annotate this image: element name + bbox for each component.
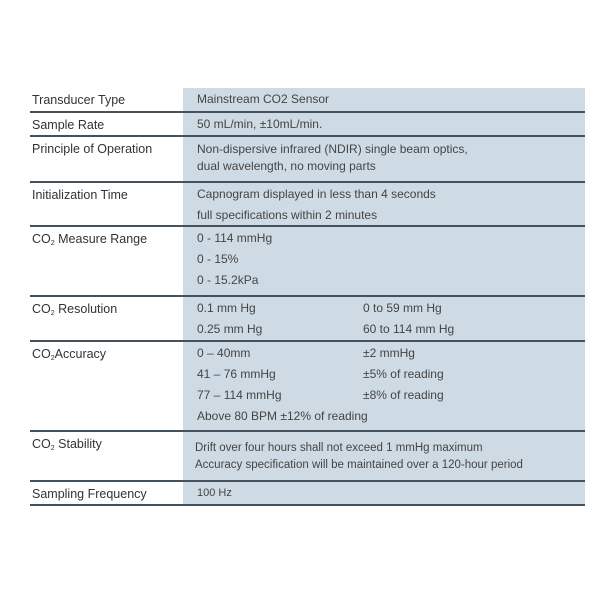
row-initialization-time <box>30 183 585 227</box>
value-range: 60 to 114 mm Hg <box>363 322 455 336</box>
row-accuracy <box>30 342 585 432</box>
label: Initialization Time <box>32 188 128 202</box>
row-principle <box>30 137 585 183</box>
value-tolerance: ±5% of reading <box>363 367 444 381</box>
value-tolerance: ±8% of reading <box>363 388 444 402</box>
value: Capnogram displayed in less than 4 seconds <box>197 187 436 201</box>
value: 0 - 114 mmHg <box>197 231 273 245</box>
label: $CO_2$ Measure Range <box>32 232 148 247</box>
value: 50 mL/min, ±10mL/min. <box>197 117 323 131</box>
row-resolution <box>30 297 585 342</box>
value: 0 – 40mm <box>197 346 251 360</box>
row-measure-range <box>30 227 585 297</box>
label: Sample Rate <box>32 118 105 132</box>
row-transducer-type <box>30 88 585 113</box>
value: 0 - 15.2kPa <box>197 273 259 287</box>
label: Sampling Frequency <box>32 487 147 501</box>
row-stability <box>30 432 585 482</box>
value: Above 80 BPM ±12% of reading <box>197 409 368 423</box>
value-tolerance: ±2 mmHg <box>363 346 415 360</box>
value: Accuracy specification will be maintained over a 120-hour period <box>195 459 523 471</box>
value: 0.1 mm Hg <box>197 301 256 315</box>
value: 41 – 76 mmHg <box>197 367 276 381</box>
value: Mainstream CO2 Sensor <box>197 92 330 106</box>
label: Transducer Type <box>32 93 126 107</box>
value: full specifications within 2 minutes <box>197 208 378 222</box>
value-range: 0 to 59 mm Hg <box>363 301 442 315</box>
label: $CO_2$ Resolution <box>32 302 118 317</box>
value: 0.25 mm Hg <box>197 322 263 336</box>
value: 100 Hz <box>197 487 232 499</box>
label: $CO_2Accuracy$ <box>32 347 107 362</box>
label: $CO_2$ Stability <box>32 437 102 452</box>
value: Drift over four hours shall not exceed 1 mmHg maximum <box>195 442 483 454</box>
row-sampling-frequency <box>30 482 585 506</box>
row-sample-rate <box>30 113 585 137</box>
value: dual wavelength, no moving parts <box>197 159 376 173</box>
value: Non-dispersive infrared (NDIR) single beam optics, <box>197 142 468 156</box>
value: 77 – 114 mmHg <box>197 388 282 402</box>
label: Principle of Operation <box>32 142 153 156</box>
value: 0 - 15% <box>197 252 239 266</box>
